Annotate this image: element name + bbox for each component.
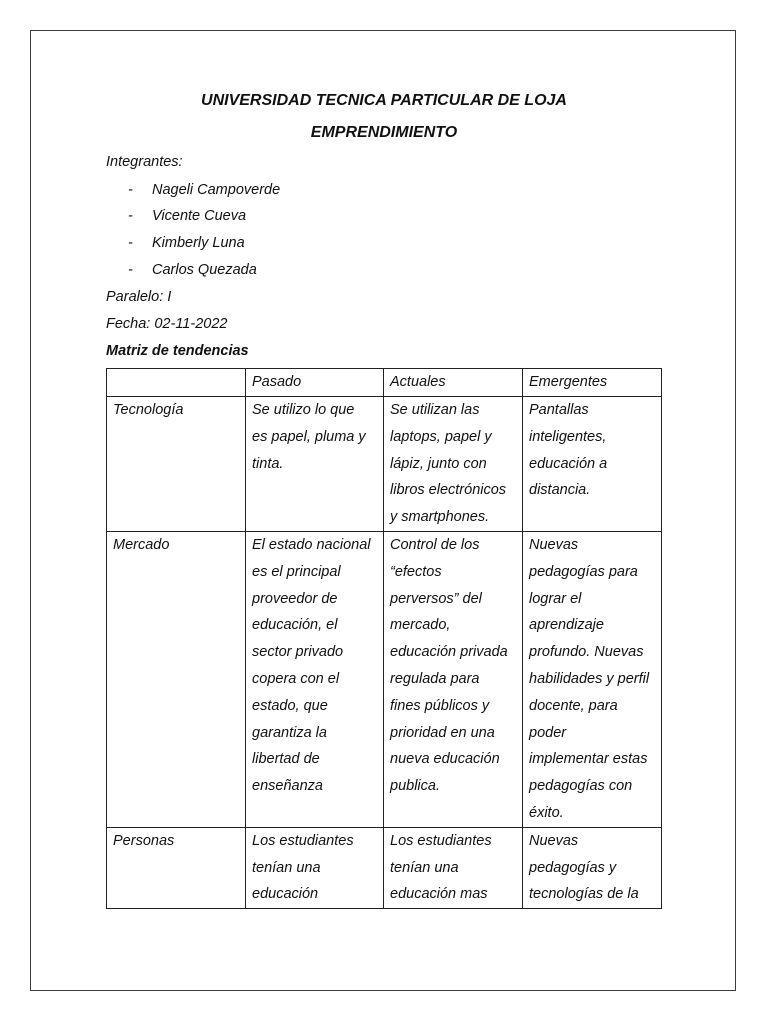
cell-line: Los estudiantes	[390, 832, 492, 849]
table-row	[107, 531, 662, 827]
cell-line: sector privado	[252, 644, 344, 661]
cell-line: tinta.	[252, 455, 284, 472]
cell-line: El estado nacional	[252, 536, 371, 553]
member-name: Carlos Quezada	[152, 262, 257, 278]
cell-line: lápiz, junto con	[390, 455, 487, 472]
cell-line: es papel, pluma y	[252, 428, 366, 445]
cell-line: pedagogías y	[529, 859, 617, 876]
cell-line: implementar estas	[529, 751, 648, 768]
cell-line: “efectos	[390, 563, 442, 580]
header-cell-emergentes: Emergentes	[523, 369, 662, 397]
trend-matrix-table	[106, 368, 662, 909]
cell-line: éxito.	[529, 804, 564, 821]
member-item: - Kimberly Luna	[128, 235, 245, 251]
cell-line: pedagogías con	[529, 778, 633, 795]
cell-line: tecnologías de la	[529, 886, 639, 903]
cell-line: Los estudiantes	[252, 832, 354, 849]
cell-line: laptops, papel y	[390, 428, 492, 445]
cell-line: fines públicos y	[390, 697, 490, 714]
cell-line: copera con el	[252, 670, 340, 687]
cell-actuales	[384, 827, 523, 908]
cell-line: Se utilizan las	[390, 402, 480, 418]
member-item: - Nageli Campoverde	[128, 182, 281, 198]
cell-line: estado, que	[252, 697, 328, 714]
cell-line: regulada para	[390, 670, 480, 687]
cell-actuales	[384, 397, 523, 532]
member-item: - Vicente Cueva	[128, 208, 247, 224]
cell-line: pedagogías para	[529, 563, 638, 580]
course-title: EMPRENDIMIENTO	[310, 124, 458, 141]
cell-line: mercado,	[390, 617, 451, 634]
cell-line: educación mas	[390, 886, 488, 903]
row-label: Personas	[107, 827, 246, 908]
cell-line: proveedor de	[252, 590, 338, 607]
cell-line: tenían una	[390, 859, 459, 876]
matrix-title: Matriz de tendencias	[106, 343, 249, 359]
cell-line: Control de los	[390, 536, 480, 553]
university-title: UNIVERSIDAD TECNICA PARTICULAR DE LOJA	[201, 92, 567, 109]
cell-emergentes	[523, 397, 662, 532]
cell-line: nueva educación	[390, 751, 500, 768]
cell-line: enseñanza	[252, 778, 323, 795]
cell-line: libertad de	[252, 751, 320, 768]
cell-emergentes	[523, 827, 662, 908]
cell-line: aprendizaje	[529, 617, 604, 634]
header-cell-empty	[107, 369, 246, 397]
row-label: Mercado	[107, 531, 246, 827]
table-row	[107, 397, 662, 532]
cell-line: habilidades y perfil	[529, 670, 650, 687]
cell-line: educación a	[529, 455, 608, 472]
cell-line: garantiza la	[252, 724, 327, 741]
cell-line: lograr el	[529, 590, 582, 607]
cell-line: es el principal	[252, 563, 341, 580]
cell-pasado	[246, 531, 384, 827]
cell-line: Nuevas	[529, 536, 579, 553]
header-cell-actuales: Actuales	[384, 369, 523, 397]
cell-line: poder	[529, 724, 567, 741]
header-cell-pasado: Pasado	[246, 369, 384, 397]
cell-pasado	[246, 827, 384, 908]
table-row	[107, 827, 662, 908]
cell-line: profundo. Nuevas	[529, 644, 644, 661]
cell-line: Pantallas	[529, 402, 589, 418]
member-name: Nageli Campoverde	[152, 182, 281, 198]
cell-line: tenían una	[252, 859, 321, 876]
member-name: Kimberly Luna	[152, 235, 245, 251]
cell-line: perversos” del	[390, 590, 482, 607]
cell-line: inteligentes,	[529, 428, 607, 445]
paralelo-line: Paralelo: I	[106, 289, 172, 305]
cell-line: y smartphones.	[390, 509, 490, 526]
table-header-row	[107, 369, 662, 397]
cell-emergentes	[523, 531, 662, 827]
member-item: - Carlos Quezada	[128, 262, 257, 278]
cell-line: docente, para	[529, 697, 618, 714]
cell-line: prioridad en una	[390, 724, 495, 741]
member-name: Vicente Cueva	[152, 208, 247, 224]
cell-line: educación, el	[252, 617, 338, 634]
cell-actuales	[384, 531, 523, 827]
row-label: Tecnología	[107, 397, 246, 532]
cell-line: publica.	[390, 778, 440, 795]
cell-line: distancia.	[529, 482, 591, 499]
cell-line: educación	[252, 886, 319, 903]
cell-line: Nuevas	[529, 832, 579, 849]
cell-line: educación privada	[390, 644, 508, 661]
cell-line: Se utilizo lo que	[252, 402, 355, 418]
cell-pasado	[246, 397, 384, 532]
fecha-line: Fecha: 02-11-2022	[106, 316, 228, 332]
members-label: Integrantes:	[106, 154, 183, 170]
cell-line: libros electrónicos	[390, 482, 507, 499]
